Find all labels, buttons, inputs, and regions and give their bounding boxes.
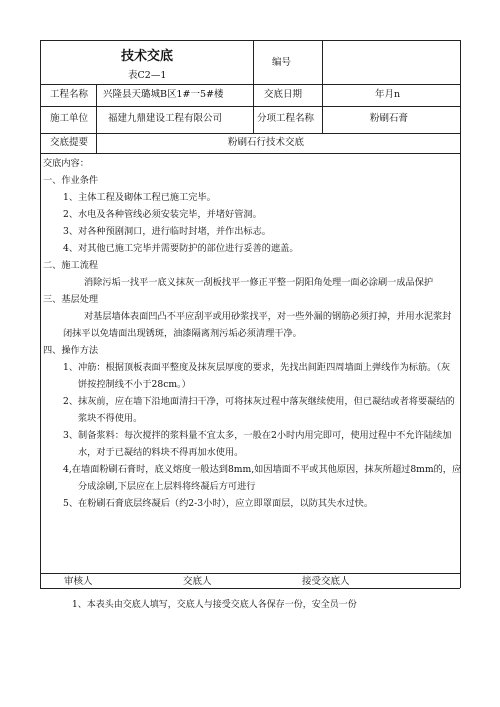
table-rule-3 — [40, 133, 460, 134]
table-col-summary — [96, 133, 97, 153]
section-1-item-4: 4、对其他已施工完毕并需要防护的部位进行妥善的遮盖。 — [63, 243, 299, 254]
summary-value: 粉刷石行技术交底 — [228, 137, 305, 148]
table-col-a — [96, 84, 97, 133]
section-4-item-4b: 分成涂刷,下层应在上层料将终凝后方可进行 — [78, 481, 256, 492]
date-label: 交底日期 — [264, 89, 303, 100]
table-border-right — [460, 40, 461, 588]
company-label: 施工单位 — [50, 113, 89, 124]
section-4-item-3b: 水，对于已凝结的料块不得再加水使用。 — [78, 447, 244, 458]
table-rule-1 — [40, 84, 460, 85]
table-border-left — [40, 40, 41, 588]
section-1-item-2: 2、水电及各种管线必须安装完毕，并堵好管洞。 — [63, 209, 262, 220]
footnote: 1、本表头由交底人填写，交底人与接受交底人各保存一份，安全员一份 — [72, 600, 357, 610]
table-border-bottom — [40, 588, 460, 589]
form-code: 表C2—1 — [128, 70, 167, 81]
section-3-line-2: 闭抹平以免墙面出现锈斑，油漆隔离剂污垢必须清理干净。 — [63, 328, 302, 339]
company-value: 福建九鼎建设工程有限公司 — [108, 113, 223, 124]
date-value: 年月n — [375, 89, 401, 100]
section-3-line-1: 对基层墙体表面凹凸不平应刮平或用砂浆找平，对一些外漏的钢筋必须打掉，并用水泥浆封 — [84, 311, 452, 322]
subproject-label: 分项工程名称 — [257, 113, 315, 124]
signature-presenter: 交底人 — [183, 576, 212, 587]
table-rule-2 — [40, 106, 460, 107]
section-4-item-1a: 1、冲筋：根据顶板表面平整度及抹灰层厚度的要求，先找出间距四周墙面上弹线作为标筋。（灰 — [63, 362, 451, 373]
form-title: 技术交底 — [121, 49, 174, 64]
table-col-c — [322, 40, 323, 133]
section-4-item-4a: 4,在墙面粉刷石膏时，底义熔度一般达到8mm,如因墙面不平或其他原因，抹灰所超过8mm的，应 — [63, 464, 462, 475]
section-1-item-3: 3、对各种预剧洞口，进行临时封堵，并作出标志。 — [63, 226, 271, 237]
table-rule-signature — [40, 573, 460, 574]
project-name-label: 工程名称 — [50, 89, 89, 100]
section-2-title: 二、施工流程 — [43, 260, 99, 271]
number-label: 编号 — [272, 57, 292, 68]
signature-receiver: 接受交底人 — [302, 576, 350, 587]
section-4-item-2a: 2、抹灰前，应在墙下沿地面清扫干净，可将抹灰过程中落灰继续使用，但已凝结或者将要凝结的 — [63, 396, 455, 407]
section-1-title: 一、作业条件 — [43, 175, 99, 186]
section-4-item-3a: 3、制备浆料：每次搅拌的浆料量不宜太多，一般在2小时内用完即可，使用过程中不允许陆续加 — [63, 430, 452, 441]
section-4-item-1b: 饼按控制线不小于28cm。） — [78, 379, 191, 390]
section-1-item-1: 1、主体工程及砌体工程已施工完毕。 — [63, 192, 216, 203]
section-4-item-2b: 浆块不得使用。 — [78, 413, 143, 424]
content-intro: 交底内容： — [43, 158, 89, 169]
section-4-title: 四、操作方法 — [43, 345, 99, 356]
table-rule-4 — [40, 153, 460, 154]
section-2-text: 消除污垢一找平一底义抹灰一刮板找平一修正平整一阴阳角处理一面必涂刷一成品保护 — [84, 277, 434, 288]
table-border-top — [40, 40, 460, 41]
project-name-value: 兴隆县天璐城B区1#一5#楼 — [103, 89, 224, 100]
section-4-item-5: 5、在粉刷石膏底层终凝后（约2-3小时），应立即罩面层，以防其失水过快。 — [63, 498, 374, 509]
table-col-b — [253, 40, 254, 133]
subproject-value: 粉刷石膏 — [370, 113, 409, 124]
summary-label: 交底提要 — [50, 137, 89, 148]
signature-reviewer: 审核人 — [64, 576, 93, 587]
section-3-title: 三、基层处理 — [43, 294, 99, 305]
